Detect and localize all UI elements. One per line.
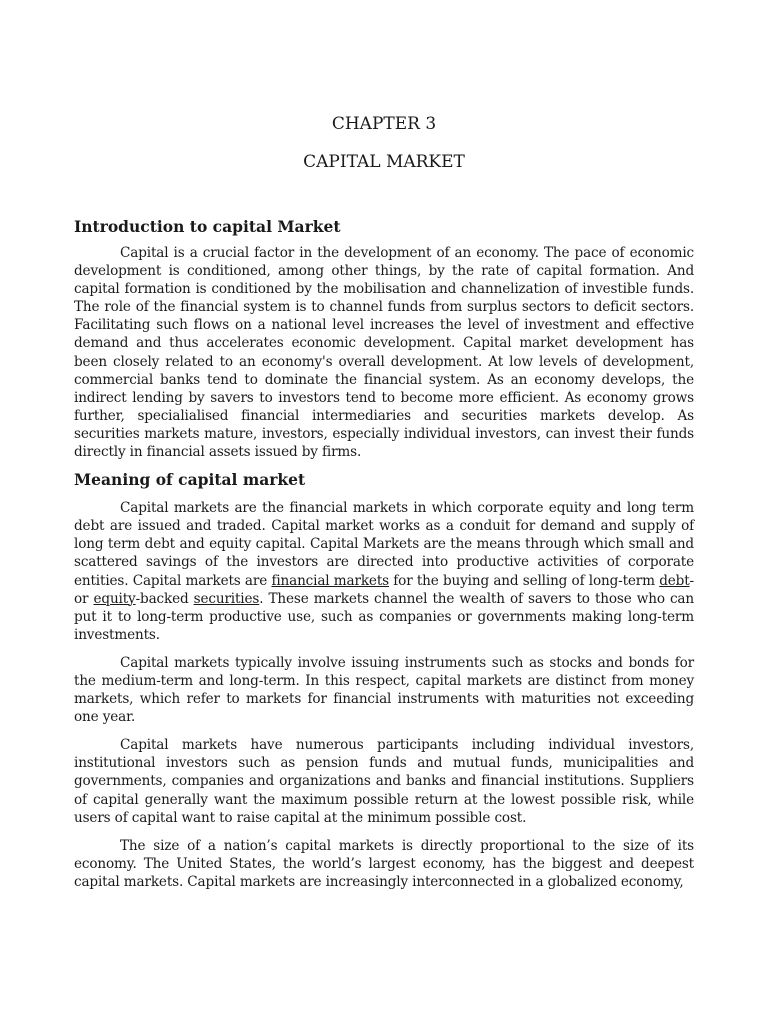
section-heading-introduction: Introduction to capital Market xyxy=(74,217,341,236)
meaning-p1-text-2: for the buying and selling of long-term xyxy=(388,572,660,589)
intro-paragraph: Capital is a crucial factor in the development of an economy. The pace of economic development is conditioned, among other things, by the rate of capital formation. And capital formation is conditioned by the mobilisation and channelization of investible funds. The role of the financial system is to channel funds from surplus sectors to deficit sectors. Facilitating such flows on a national level increases the level of investment and effective demand and thus accelerates economic development. Capital market development has been closely related to an economy's overall development. At low levels of development, commercial banks tend to dominate the financial system. As an economy develops, the indirect lending by savers to investors tend to become more efficient. As economy grows further, specialialised financial intermediaries and securities markets develop. As securities markets mature, investors, especially individual investors, can invest their funds directly in financial assets issued by firms. xyxy=(74,245,694,461)
chapter-number: CHAPTER 3 xyxy=(331,114,437,134)
section-heading-meaning: Meaning of capital market xyxy=(74,470,306,490)
meaning-p1-text-3: - or xyxy=(74,572,694,607)
meaning-paragraph-1 xyxy=(74,499,694,644)
meaning-p1-text-1: Capital markets are the financial markets in which corporate equity and long term debt are issued and traded. Capital market works as a conduit for demand and supply of long term debt and equity capital. Capital Markets are the means through which small and scattered savings of the investors are directed into productive activities of corporate entities. Capital markets are xyxy=(74,500,694,589)
meaning-paragraph-4: The size of a nation’s capital markets is directly proportional to the size of its economy. The United States, the world’s largest economy, has the biggest and deepest capital markets. Capital markets are increasingly interconnected in a globalized economy, xyxy=(74,837,694,890)
link-securities[interactable]: securities xyxy=(193,590,260,607)
chapter-title: CAPITAL MARKET xyxy=(303,152,465,172)
meaning-paragraph-2: Capital markets typically involve issuing instruments such as stocks and bonds for the medium-term and long-term. In this respect, capital markets are distinct from money markets, which refer to markets for financial instruments with maturities not exceeding one year. xyxy=(74,654,694,726)
meaning-paragraph-3: Capital markets have numerous participants including individual investors, institutional investors such as pension funds and mutual funds, municipalities and governments, companies and organizations and banks and financial institutions. Suppliers of capital generally want the maximum possible return at the lowest possible risk, while users of capital want to raise capital at the minimum possible cost. xyxy=(74,737,694,826)
meaning-p1-text-5: . These markets channel the wealth of savers to those who can put it to long-term productive use, such as companies or governments making long-term investments. xyxy=(74,590,694,643)
document-page xyxy=(74,112,694,891)
link-financial-markets[interactable]: financial markets xyxy=(271,572,389,589)
meaning-p1-text-4: -backed xyxy=(135,590,194,607)
link-debt[interactable]: debt xyxy=(659,572,690,589)
link-equity[interactable]: equity xyxy=(93,590,136,607)
